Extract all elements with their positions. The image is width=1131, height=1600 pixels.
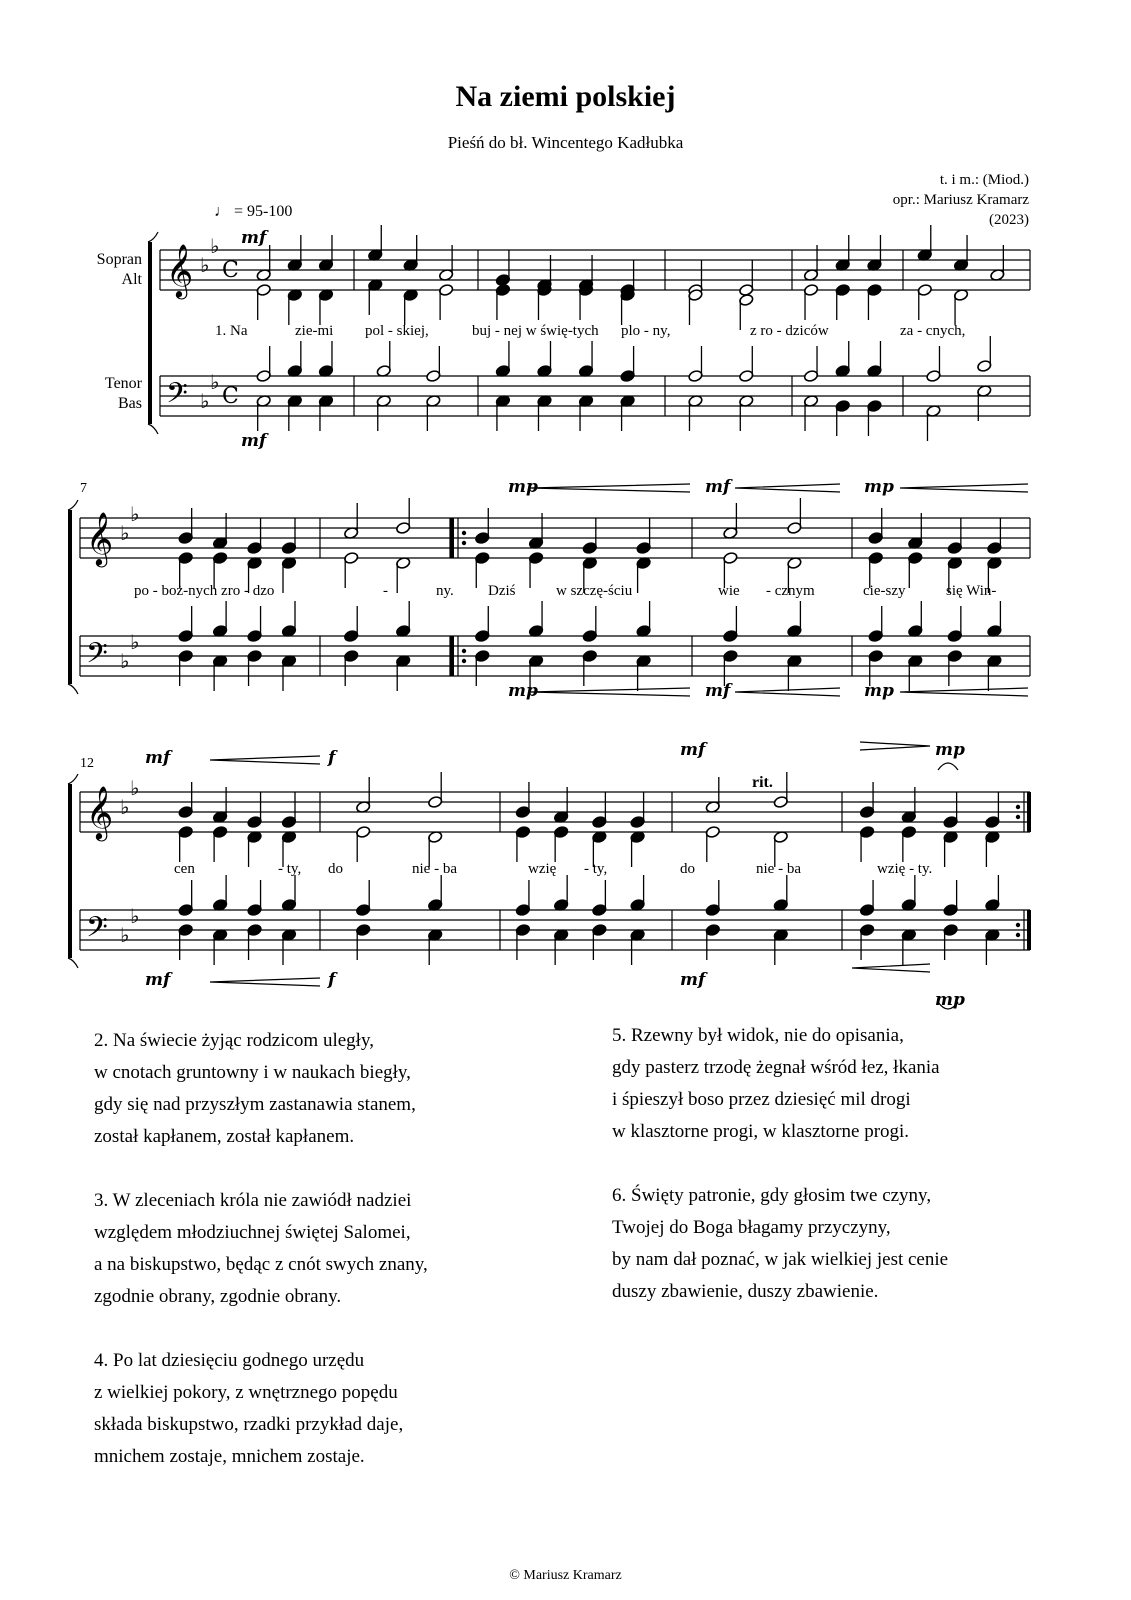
quarter-note-icon: ♩ — [214, 203, 230, 220]
dynamic-marking: mp — [864, 681, 894, 701]
stanza-6: 6. Święty patronie, gdy głosim twe czyny, Twojej do Boga błagamy przyczyny, by nam dał poznać, w jak wielkiej jest cenie duszy zbawienie, duszy zbawienie. — [612, 1185, 949, 1302]
lyric-syllable: Dziś — [488, 583, 516, 599]
lyric-syllable: - cznym — [766, 583, 815, 599]
repeat-dot — [1016, 933, 1020, 937]
time-signature-icon: C — [222, 384, 239, 409]
lyric-syllable: do — [680, 861, 695, 877]
credit-year: (2023) — [989, 212, 1029, 228]
dynamic-marking: f — [328, 970, 336, 990]
bass-clef-icon: 𝄢 — [86, 911, 108, 951]
treble-clef-icon: 𝄞 — [86, 785, 114, 839]
dynamic-marking: mf — [241, 228, 267, 248]
flat-icon: ♭ — [210, 234, 220, 258]
flat-icon: ♭ — [120, 923, 130, 947]
tempo-marking: ♩ = 95-100 — [214, 203, 293, 220]
hairpin — [210, 978, 320, 986]
stanza-4: 4. Po lat dziesięciu godnego urzędu z wielkiej pokory, z wnętrznego popędu składa biskupstwo, rzadki przykład daje, mnichem zostaje, mnichem zostaje. — [94, 1350, 404, 1467]
treble-clef-icon: 𝄞 — [86, 511, 114, 565]
dynamic-marking: mf — [145, 748, 171, 768]
bracket-hook — [68, 774, 78, 784]
lyric-syllable: plo - ny, — [621, 323, 671, 339]
repeat-dot — [462, 541, 466, 545]
measure-number: 12 — [80, 756, 94, 771]
repeat-dot — [462, 531, 466, 535]
crescendo-hairpin — [210, 756, 320, 764]
repeat-barline — [450, 636, 454, 676]
flat-icon: ♭ — [200, 253, 210, 277]
flat-icon: ♭ — [120, 649, 130, 673]
lyric-syllable: za - cnych, — [900, 323, 966, 339]
bracket-hook — [68, 684, 78, 694]
bass-clef-icon: 𝄢 — [166, 377, 188, 417]
dynamic-marking: mp — [935, 990, 965, 1010]
lyric-syllable: buj - nej w świę-tych — [472, 323, 599, 339]
crescendo-hairpin — [900, 484, 1028, 492]
flat-icon: ♭ — [200, 389, 210, 413]
bracket-hook — [148, 424, 158, 434]
flat-icon: ♭ — [130, 502, 140, 526]
flat-icon: ♭ — [130, 630, 140, 654]
lyric-syllable: pol - skiej, — [365, 323, 429, 339]
lyric-syllable: po - boż-nych zro - dzo — [134, 583, 275, 599]
lyric-syllable: nie - ba — [412, 861, 457, 877]
fermata-icon — [938, 763, 958, 770]
time-signature-icon: C — [222, 258, 239, 283]
lyric-syllable: wzię — [528, 861, 557, 877]
bracket-hook — [68, 958, 78, 968]
hairpin — [735, 688, 840, 696]
voice-label-upper: Sopran Alt — [96, 251, 142, 288]
hairpin — [852, 964, 930, 972]
stanzas-right-column — [612, 1020, 948, 1308]
dynamic-marking: mf — [145, 970, 171, 990]
subtitle: Pieśń do bł. Wincentego Kadłubka — [447, 133, 684, 152]
lyric-syllable: cen — [174, 861, 195, 877]
copyright-footer: © Mariusz Kramarz — [509, 1568, 622, 1583]
credit-arrangement: opr.: Mariusz Kramarz — [892, 192, 1029, 208]
crescendo-hairpin — [530, 484, 690, 492]
lyric-syllable: w szczę-ściu — [556, 583, 633, 599]
dynamic-marking: mp — [935, 740, 965, 760]
measure-number: 7 — [80, 481, 87, 496]
lyric-syllable: nie - ba — [756, 861, 801, 877]
dynamic-marking: mf — [680, 740, 706, 760]
lyric-syllable: - — [383, 583, 388, 599]
lyric-syllable: z ro - dziców — [750, 323, 829, 339]
stanza-5: 5. Rzewny był widok, nie do opisania, gdy pasterz trzodę żegnał wśród łez, łkania i śpieszył boso przez dziesięć mil drogi w klasztorne progi, w klasztorne progi. — [612, 1025, 940, 1142]
flat-icon: ♭ — [130, 904, 140, 928]
page-title: Na ziemi polskiej — [455, 80, 676, 113]
dynamic-marking: mf — [705, 477, 731, 497]
dynamic-marking: mp — [508, 477, 538, 497]
score-decorations — [68, 232, 1028, 1009]
bracket-hook — [68, 500, 78, 510]
decrescendo-hairpin — [860, 742, 930, 750]
dynamic-marking: mp — [508, 681, 538, 701]
credit-text-music: t. i m.: (Miod.) — [939, 172, 1029, 188]
final-barline — [1027, 792, 1031, 832]
flat-icon: ♭ — [120, 521, 130, 545]
dynamic-marking: f — [328, 748, 336, 768]
repeat-dot — [1016, 815, 1020, 819]
flat-icon: ♭ — [120, 795, 130, 819]
voice-label-lower: Tenor Bas — [104, 375, 142, 412]
lyric-syllable: cie-szy — [863, 583, 906, 599]
tempo-change: rit. — [752, 774, 773, 791]
dynamic-marking: mf — [705, 681, 731, 701]
repeat-dot — [1016, 923, 1020, 927]
lyric-syllable: wie — [718, 583, 740, 599]
repeat-dot — [1016, 805, 1020, 809]
stanzas-left-column — [94, 1025, 428, 1473]
crescendo-hairpin — [735, 484, 840, 492]
dynamic-marking: mp — [864, 477, 894, 497]
stanza-3: 3. W zleceniach króla nie zawiódł nadziei względem młodziuchnej świętej Salomei, a na biskupstwo, będąc z cnót swych znany, zgodnie obrany, zgodnie obrany. — [94, 1190, 428, 1307]
treble-clef-icon: 𝄞 — [166, 243, 194, 297]
repeat-dot — [462, 649, 466, 653]
repeat-dot — [462, 659, 466, 663]
dynamic-marking: mf — [241, 431, 267, 451]
bracket-hook — [148, 232, 158, 242]
lyric-syllable: ny. — [436, 583, 454, 599]
dynamic-marking: mf — [680, 970, 706, 990]
hairpin — [530, 688, 690, 696]
repeat-barline — [450, 518, 454, 558]
lyric-syllable: do — [328, 861, 343, 877]
lyric-syllable: się Win- — [946, 583, 997, 599]
bass-clef-icon: 𝄢 — [86, 637, 108, 677]
stanza-2: 2. Na świecie żyjąc rodzicom uległy, w cnotach gruntowny i w naukach biegły, gdy się nad przyszłym zastanawia stanem, został kapłanem, został kapłanem. — [94, 1030, 416, 1147]
flat-icon: ♭ — [210, 370, 220, 394]
lyric-syllable: zie-mi — [295, 323, 334, 339]
lyric-syllable: - ty, — [278, 861, 302, 877]
hairpin — [900, 688, 1028, 696]
lyric-syllable: wzię - ty. — [877, 861, 933, 877]
flat-icon: ♭ — [130, 776, 140, 800]
lyric-syllable: 1. Na — [215, 323, 248, 339]
lyric-syllable: - ty, — [584, 861, 608, 877]
final-barline — [1027, 910, 1031, 950]
